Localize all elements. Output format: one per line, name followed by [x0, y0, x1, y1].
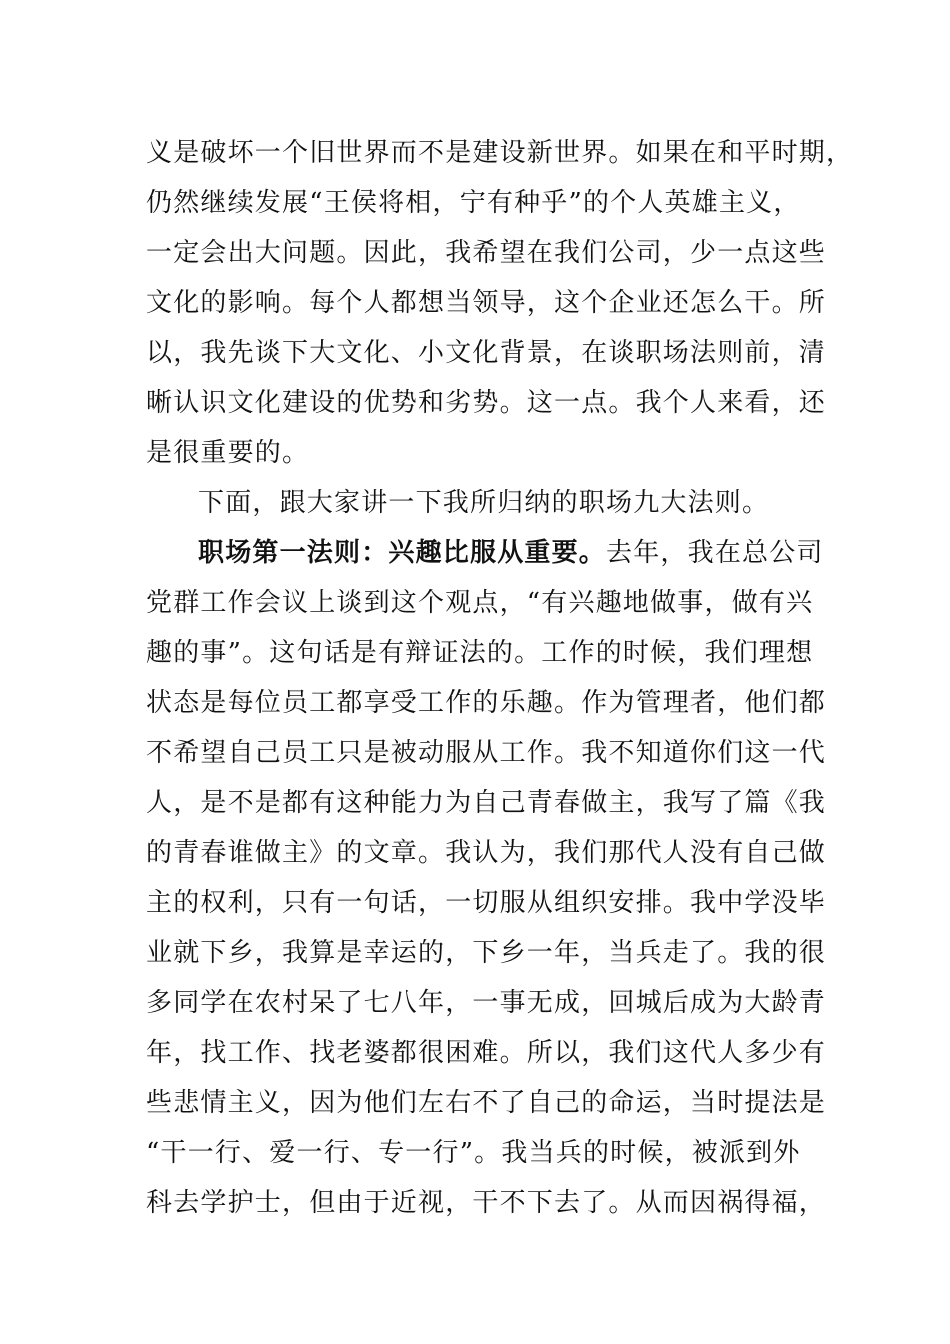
text-line: 是很重要的。 — [146, 438, 310, 468]
text-line: 不希望自己员工只是被动服从工作。我不知道你们这一代 — [146, 738, 827, 768]
text-line: 人，是不是都有这种能力为自己青春做主，我写了篇《我 — [146, 788, 827, 818]
rule-one-paragraph — [146, 528, 824, 578]
text-line: 党群工作会议上谈到这个观点，“有兴趣地做事，做有兴 — [146, 588, 814, 618]
text-line: 一定会出大问题。因此，我希望在我们公司，少一点这些 — [146, 238, 827, 268]
paragraph-intro: 下面，跟大家讲一下我所归纳的职场九大法则。 — [198, 488, 770, 518]
text-line: 多同学在农村呆了七八年，一事无成，回城后成为大龄青 — [146, 988, 827, 1018]
text-line: 的青春谁做主》的文章。我认为，我们那代人没有自己做 — [146, 838, 827, 868]
text-line: 业就下乡，我算是幸运的，下乡一年，当兵走了。我的很 — [146, 938, 827, 968]
rule-one-heading: 职场第一法则：兴趣比服从重要。 — [198, 538, 607, 568]
text-line: 晰认识文化建设的优势和劣势。这一点。我个人来看，还 — [146, 388, 827, 418]
text-line: 年，找工作、找老婆都很困难。所以，我们这代人多少有 — [146, 1038, 827, 1068]
text-line: 仍然继续发展“王侯将相，宁有种乎”的个人英雄主义， — [146, 188, 801, 218]
text-line: 趣的事”。这句话是有辩证法的。工作的时候，我们理想 — [146, 638, 814, 668]
text-line: 主的权利，只有一句话，一切服从组织安排。我中学没毕 — [146, 888, 827, 918]
text-line: 些悲情主义，因为他们左右不了自己的命运，当时提法是 — [146, 1088, 827, 1118]
text-line: 文化的影响。每个人都想当领导，这个企业还怎么干。所 — [146, 288, 827, 318]
body-text — [146, 128, 854, 1228]
rule-one-text: 去年，我在总公司 — [606, 538, 824, 568]
text-line: 状态是每位员工都享受工作的乐趣。作为管理者，他们都 — [146, 688, 827, 718]
text-line: 义是破坏一个旧世界而不是建设新世界。如果在和平时期， — [146, 138, 854, 168]
text-line: “干一行、爱一行、专一行”。我当兵的时候，被派到外 — [146, 1138, 801, 1168]
text-line: 科去学护士，但由于近视，干不下去了。从而因祸得福， — [146, 1188, 827, 1218]
text-line: 以，我先谈下大文化、小文化背景，在谈职场法则前，清 — [146, 338, 827, 368]
